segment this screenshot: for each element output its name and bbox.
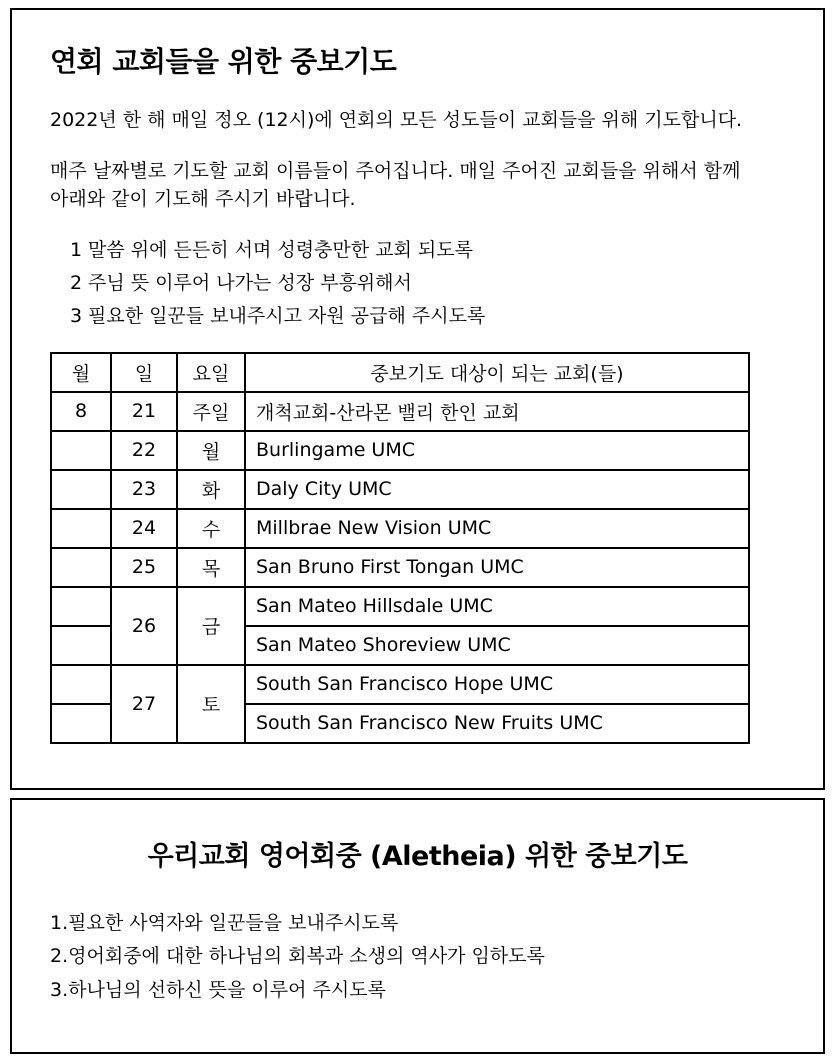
intro-paragraph-2: 매주 날짜별로 기도할 교회 이름들이 주어집니다. 매일 주어진 교회들을 위해서 함께 아래와 같이 기도해 주시기 바랍니다. <box>50 159 741 210</box>
cell-church: South San Francisco Hope UMC <box>245 665 749 704</box>
cell-day: 27 <box>111 665 177 743</box>
page-title: 연회 교회들을 위한 중보기도 <box>50 45 397 78</box>
list-item: 2.영어회중에 대한 하나님의 회복과 소생의 역사가 임하도록 <box>50 945 545 968</box>
intro-paragraph-1: 2022년 한 해 매일 정오 (12시)에 연회의 모든 성도들이 교회들을 위해 기도합니다. <box>50 109 743 131</box>
cell-church: Daly City UMC <box>245 470 749 509</box>
cell-day: 25 <box>111 548 177 587</box>
list-item: 1.필요한 사역자와 일꾼들을 보내주시도록 <box>50 912 399 934</box>
cell-dayofweek: 주일 <box>177 392 245 431</box>
english-prayer-list <box>48 907 787 1007</box>
table-row <box>51 392 749 431</box>
cell-church: San Mateo Shoreview UMC <box>245 626 749 665</box>
cell-church: South San Francisco New Fruits UMC <box>245 704 749 743</box>
list-item: 3.하나님의 선하신 뜻을 이루어 주시도록 <box>50 978 386 1001</box>
cell-dayofweek: 화 <box>177 470 245 509</box>
cell-day: 22 <box>111 431 177 470</box>
english-congregation-prayer-panel <box>10 798 825 1054</box>
column-header-day: 일 <box>111 353 177 392</box>
prayer-point-text: 필요한 일꾼들 보내주시고 자원 공급해 주시도록 <box>88 305 486 328</box>
table-row <box>51 470 749 509</box>
cell-month <box>51 587 111 626</box>
table-row <box>51 509 749 548</box>
section-title: 우리교회 영어회중 (Aletheia) 위한 중보기도 <box>147 841 688 872</box>
table-row <box>51 431 749 470</box>
column-header-dayofweek: 요일 <box>177 353 245 392</box>
prayer-point-number: 3 <box>70 305 83 328</box>
table-row <box>51 587 749 626</box>
cell-dayofweek: 금 <box>177 587 245 665</box>
cell-day: 21 <box>111 392 177 431</box>
cell-dayofweek: 월 <box>177 431 245 470</box>
cell-month <box>51 548 111 587</box>
cell-church: San Mateo Hillsdale UMC <box>245 587 749 626</box>
prayer-point-number: 2 <box>70 271 83 294</box>
intercessory-prayer-panel <box>10 8 825 790</box>
cell-month <box>51 509 111 548</box>
cell-church: San Bruno First Tongan UMC <box>245 548 749 587</box>
cell-dayofweek: 수 <box>177 509 245 548</box>
cell-month <box>51 470 111 509</box>
prayer-schedule-table <box>50 352 750 744</box>
column-header-month: 월 <box>51 353 111 392</box>
cell-month <box>51 431 111 470</box>
table-row <box>51 665 749 704</box>
prayer-point-text: 주님 뜻 이루어 나가는 성장 부흥위해서 <box>88 271 412 294</box>
cell-day: 23 <box>111 470 177 509</box>
cell-church: Millbrae New Vision UMC <box>245 509 749 548</box>
cell-day: 26 <box>111 587 177 665</box>
cell-church: 개척교회-산라몬 밸리 한인 교회 <box>245 392 749 431</box>
table-header-row <box>51 353 749 392</box>
cell-month <box>51 626 111 665</box>
prayer-point-item <box>70 302 787 331</box>
cell-dayofweek: 토 <box>177 665 245 743</box>
cell-church: Burlingame UMC <box>245 431 749 470</box>
cell-month <box>51 704 111 743</box>
prayer-point-item <box>70 269 787 298</box>
cell-month: 8 <box>51 392 111 431</box>
prayer-points-list <box>48 236 787 332</box>
prayer-point-text: 말씀 위에 든든히 서며 성령충만한 교회 되도록 <box>88 238 473 261</box>
prayer-point-item <box>70 236 787 265</box>
prayer-point-number: 1 <box>70 238 83 261</box>
cell-month <box>51 665 111 704</box>
cell-day: 24 <box>111 509 177 548</box>
column-header-churches: 중보기도 대상이 되는 교회(들) <box>245 353 749 392</box>
cell-dayofweek: 목 <box>177 548 245 587</box>
table-row <box>51 548 749 587</box>
